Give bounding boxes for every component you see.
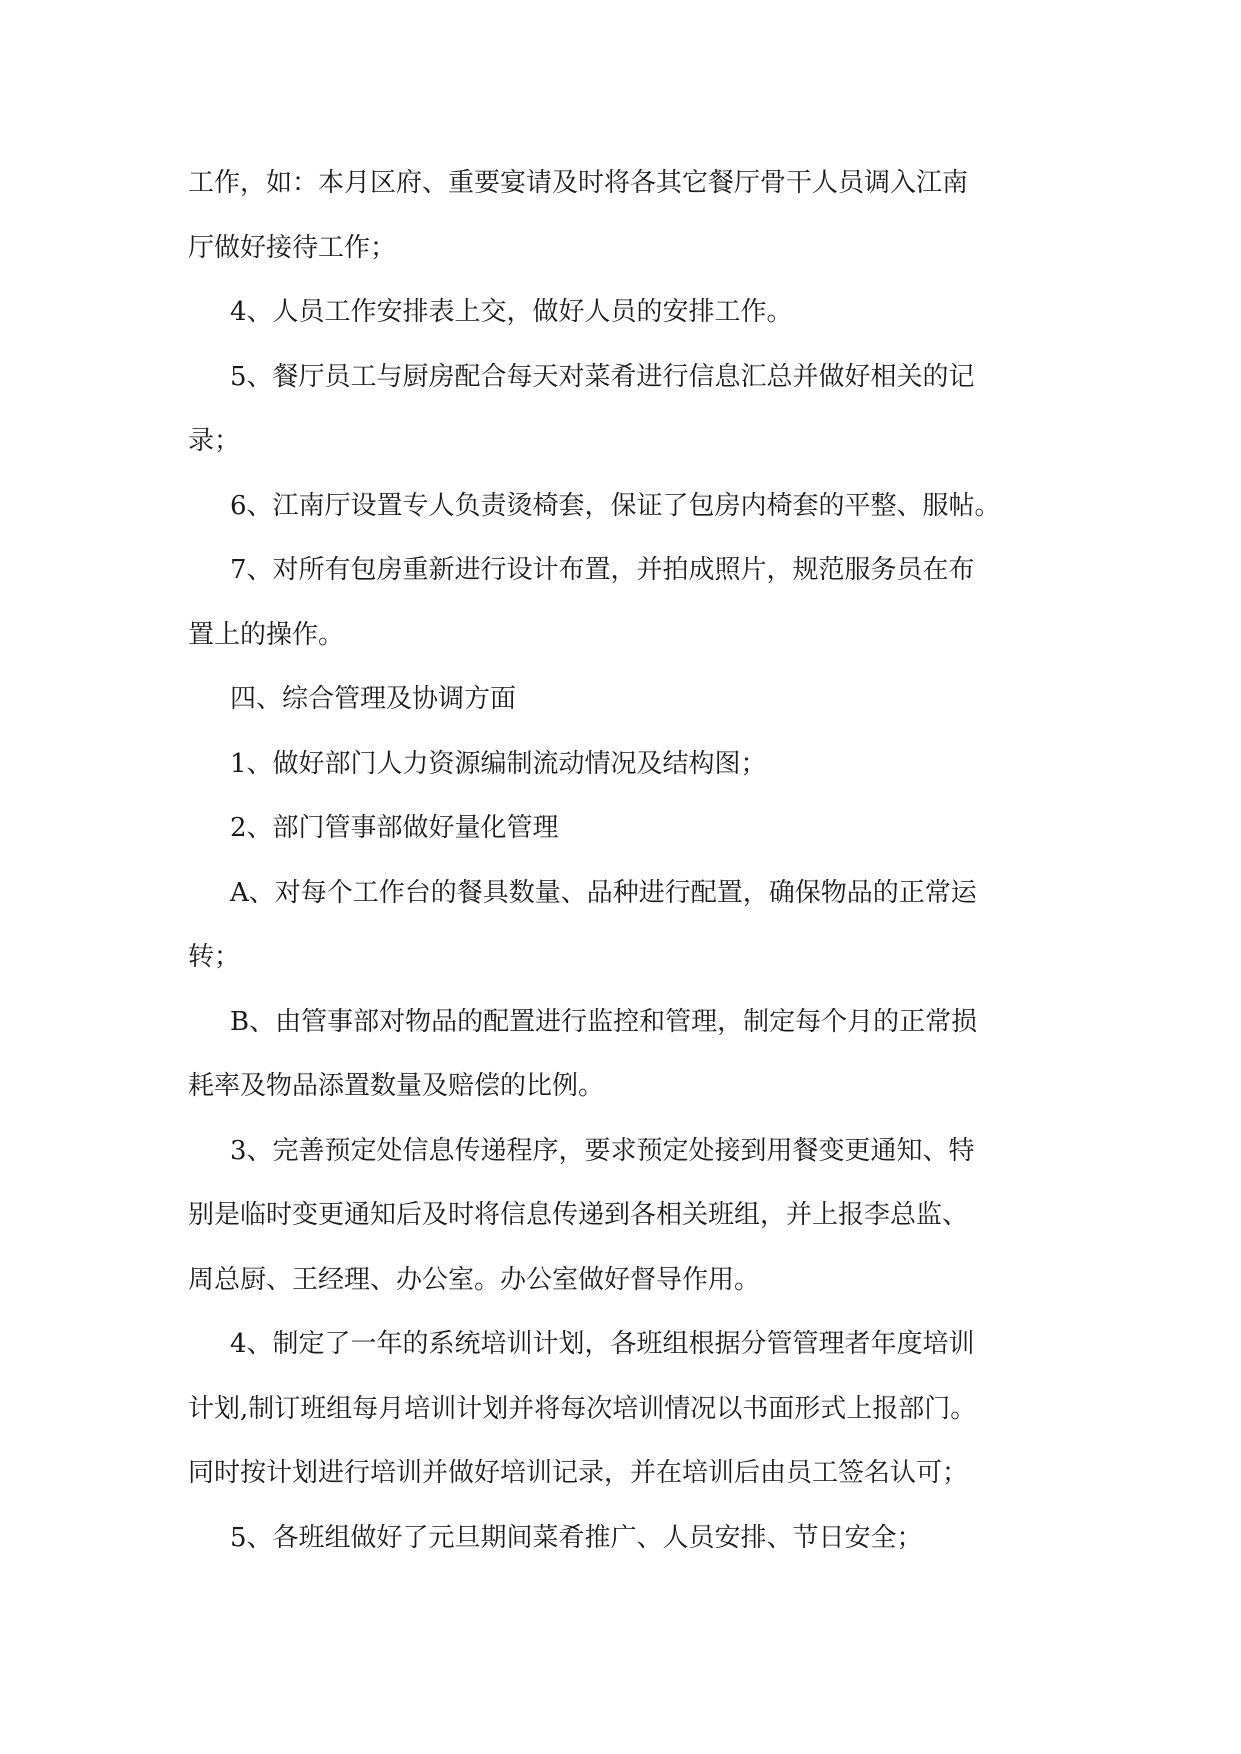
text-line: 厅做好接待工作； xyxy=(188,232,397,263)
text-line: 5、餐厅员工与厨房配合每天对菜肴进行信息汇总并做好相关的记 xyxy=(230,361,975,392)
text-line: 4、制定了一年的系统培训计划，各班组根据分管管理者年度培训 xyxy=(230,1329,975,1359)
text-line: 录； xyxy=(188,426,241,456)
text-line: 转； xyxy=(188,942,241,972)
paragraph xyxy=(188,990,1068,1119)
paragraph xyxy=(188,1312,1068,1506)
paragraph xyxy=(188,280,1068,345)
text-line: 3、完善预定处信息传递程序，要求预定处接到用餐变更通知、特 xyxy=(230,1135,975,1166)
text-line: 4、人员工作安排表上交，做好人员的安排工作。 xyxy=(230,297,793,327)
paragraph xyxy=(188,1119,1068,1313)
text-line: 2、部门管事部做好量化管理 xyxy=(230,813,559,843)
document-body xyxy=(188,151,1068,1570)
text-line: 7、对所有包房重新进行设计布置，并拍成照片，规范服务员在布 xyxy=(230,555,975,585)
text-line: 置上的操作。 xyxy=(188,619,345,650)
paragraph xyxy=(188,1506,1068,1571)
text-line: B、由管事部对物品的配置进行监控和管理，制定每个月的正常损 xyxy=(230,1006,978,1037)
section-heading xyxy=(188,667,1068,732)
text-line: 计划,制订班组每月培训计划并将每次培训情况以书面形式上报部门。 xyxy=(188,1393,977,1424)
text-line: 1、做好部门人力资源编制流动情况及结构图； xyxy=(230,748,767,779)
text-line: 5、各班组做好了元旦期间菜肴推广、人员安排、节日安全； xyxy=(230,1522,923,1553)
text-line: 同时按计划进行培训并做好培训记录，并在培训后由员工签名认可； xyxy=(188,1458,969,1488)
paragraph xyxy=(188,538,1068,667)
text-line: 周总厨、王经理、办公室。办公室做好督导作用。 xyxy=(188,1264,761,1295)
text-line: 耗率及物品添置数量及赔偿的比例。 xyxy=(188,1071,605,1101)
paragraph xyxy=(188,474,1068,539)
text-line: 6、江南厅设置专人负责烫椅套，保证了包房内椅套的平整、服帖。 xyxy=(230,490,1001,521)
text-line: 别是临时变更通知后及时将信息传递到各相关班组，并上报李总监、 xyxy=(188,1200,969,1230)
paragraph xyxy=(188,151,1068,280)
paragraph xyxy=(188,345,1068,474)
text-line: 四、综合管理及协调方面 xyxy=(230,684,517,714)
paragraph xyxy=(188,796,1068,861)
paragraph xyxy=(188,861,1068,990)
text-line: 工作，如：本月区府、重要宴请及时将各其它餐厅骨干人员调入江南 xyxy=(188,168,969,198)
text-line: A、对每个工作台的餐具数量、品种进行配置，确保物品的正常运 xyxy=(230,877,977,908)
paragraph xyxy=(188,732,1068,797)
